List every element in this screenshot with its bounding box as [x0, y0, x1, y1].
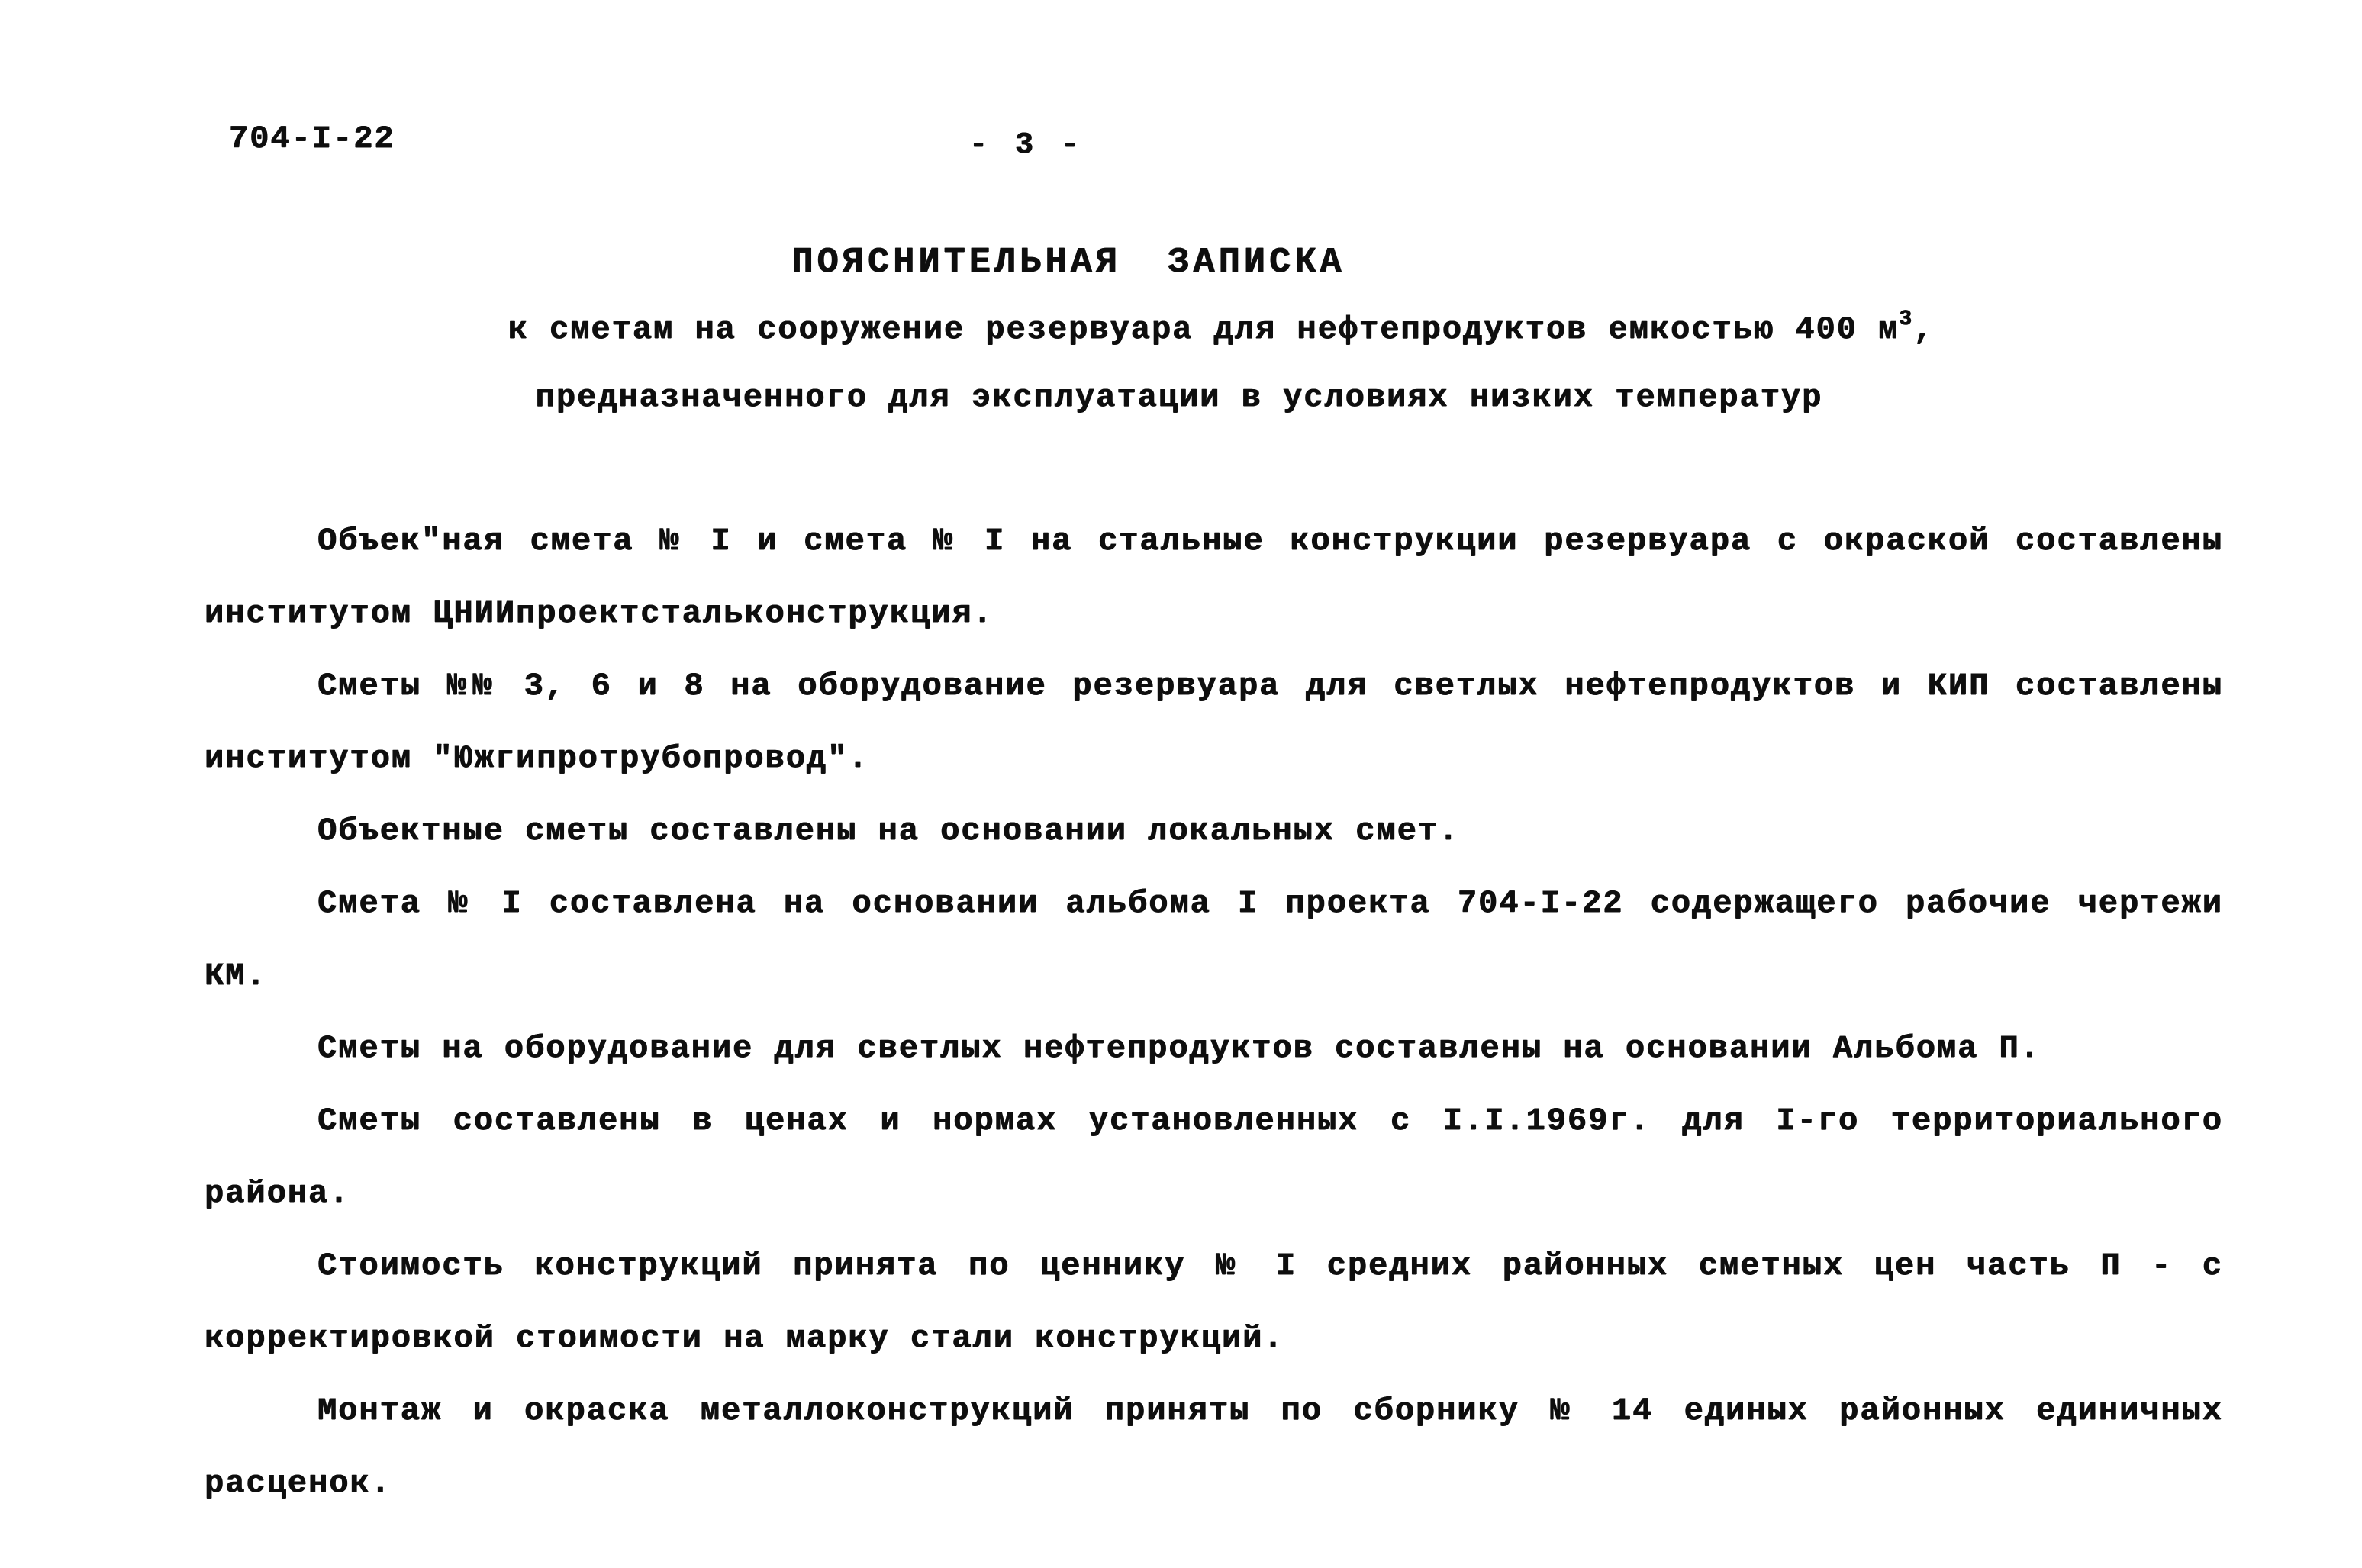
- paragraph-7: Стоимость конструкций принята по ценнику № I средних районных сметных цен часть П - с корректировкой стоимости на марку стали конструкций.: [205, 1248, 2223, 1357]
- cubic-meter-superscript: 3: [1899, 307, 1914, 331]
- paragraph-4: Смета № I составлена на основании альбома I проекта 704-I-22 содержащего рабочие чертежи КМ.: [205, 885, 2223, 994]
- page-number: - 3 -: [969, 128, 1084, 163]
- subtitle-line-1-comma: ,: [1913, 311, 1935, 348]
- paragraph-2: Сметы №№ 3, 6 и 8 на оборудование резервуара для светлых нефтепродуктов и КИП составлены институтом "Южгипротрубопровод".: [205, 668, 2223, 777]
- paragraph-8: Монтаж и окраска металлоконструкций приняты по сборнику № 14 единых районных единичных расценок.: [205, 1393, 2223, 1502]
- paragraph-1: Объек"ная смета № I и смета № I на стальные конструкции резервуара с окраской составлены институтом ЦНИИпроектстальконструкция.: [205, 523, 2223, 632]
- doc-number: 704-I-22: [229, 121, 395, 157]
- body-text: [205, 505, 2223, 1520]
- subtitle-line-2: предназначенного для эксплуатации в условиях низких температур: [535, 379, 1823, 416]
- paragraph-5: Сметы на оборудование для светлых нефтепродуктов составлены на основании Альбома П.: [317, 1030, 2041, 1067]
- subtitle-line-1: [76, 307, 2362, 348]
- page-title: ПОЯСНИТЕЛЬНАЯ ЗАПИСКА: [791, 243, 1345, 283]
- paragraph-3: Объектные сметы составлены на основании локальных смет.: [317, 813, 1460, 849]
- subtitle-line-1-text: к сметам на сооружение резервуара для нефтепродуктов емкостью 400 м: [508, 311, 1900, 348]
- paragraph-6: Сметы составлены в ценах и нормах установленных с I.I.1969г. для I-го территориального района.: [205, 1103, 2223, 1212]
